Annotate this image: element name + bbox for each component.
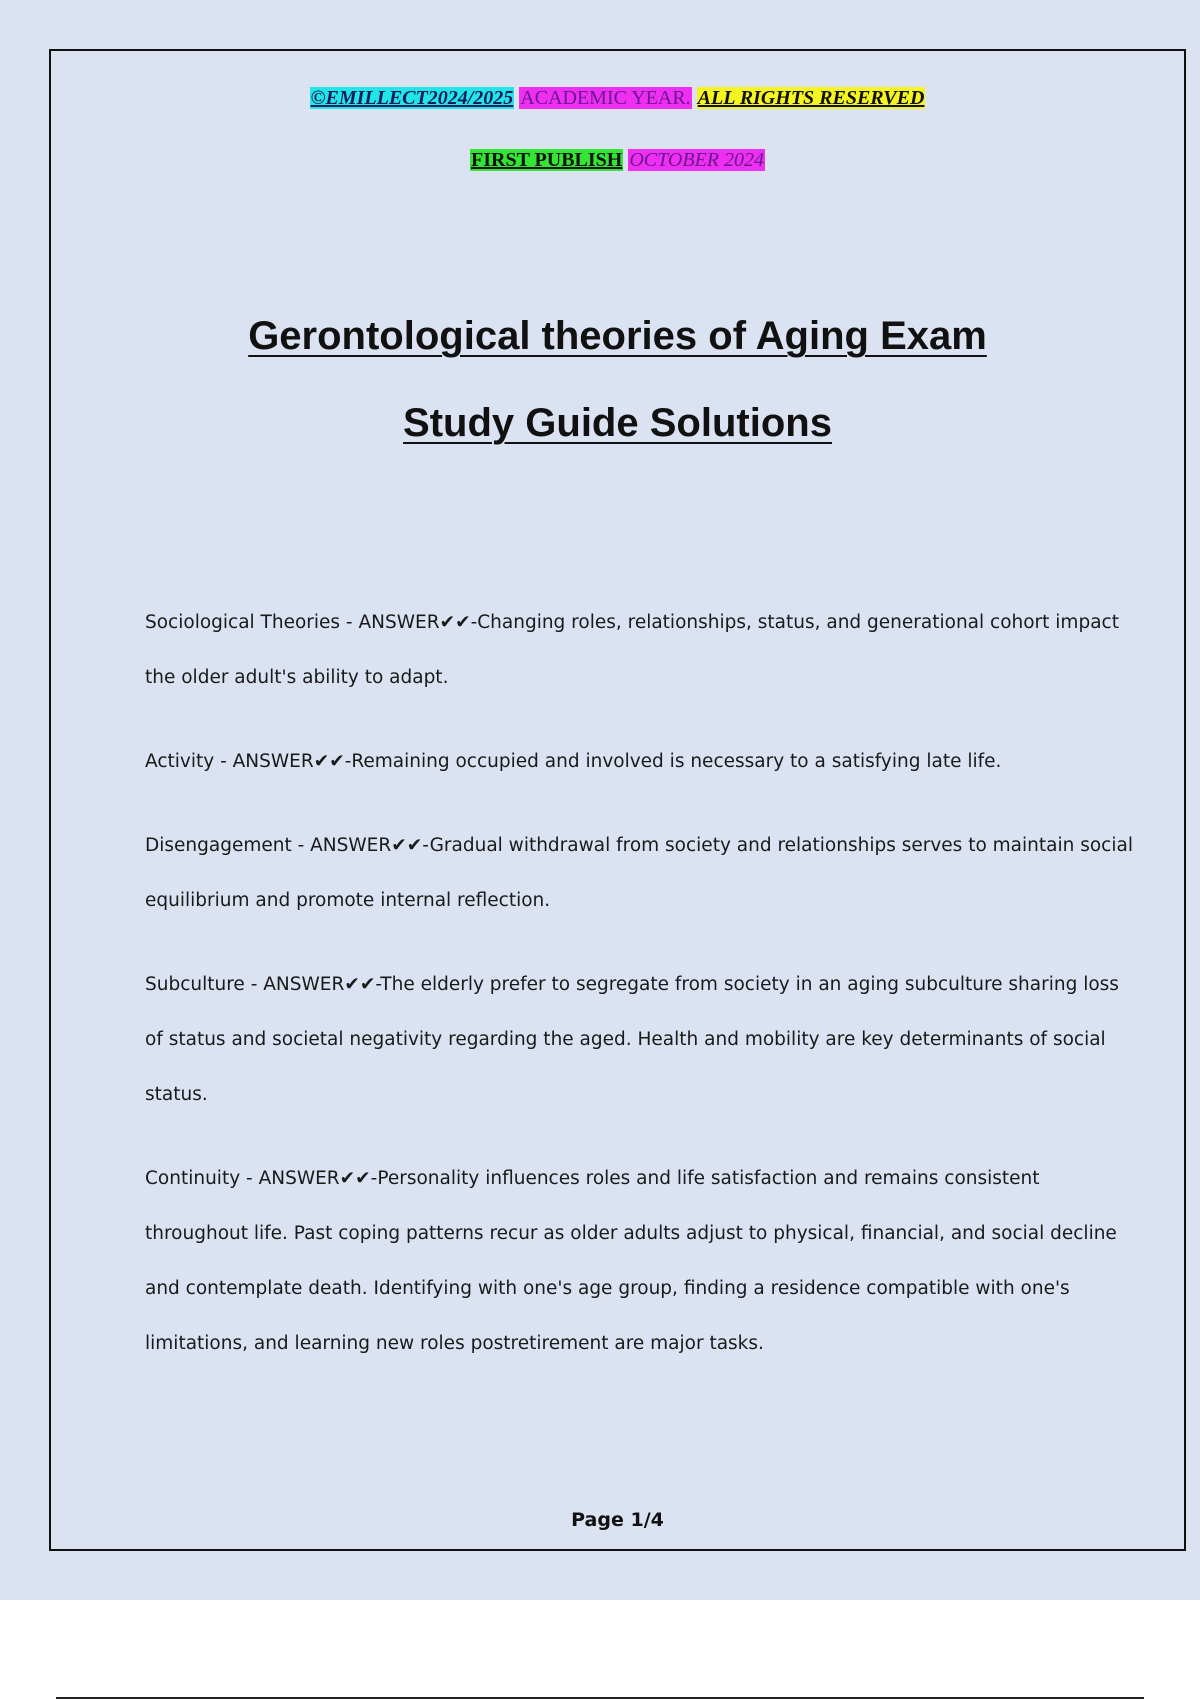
header-line-publish: [51, 147, 1184, 173]
header-line-copyright: [51, 85, 1184, 111]
list-item-sociological-theories: Sociological Theories - ANSWER✔✔-Changing roles, relationships, status, and generational cohort impact the older adult's ability to adapt.: [145, 612, 1119, 688]
document-title-line-2: Study Guide Solutions: [403, 401, 832, 445]
next-page-top-rule: [56, 1697, 1144, 1699]
page-number: Page 1/4: [571, 1509, 664, 1531]
list-item-disengagement: Disengagement - ANSWER✔✔-Gradual withdrawal from society and relationships serves to maintain social equilibrium and promote internal reflection.: [145, 835, 1133, 911]
list-item-continuity: Continuity - ANSWER✔✔-Personality influences roles and life satisfaction and remains consistent throughout life. Past coping patterns recur as older adults adjust to physical, financial, and social decline and contemplate death. Identifying with one's age group, finding a residence compatible with one's limitations, and learning new roles postretirement are major tasks.: [145, 1168, 1117, 1354]
first-publish-highlight: FIRST PUBLISH: [471, 149, 623, 171]
academic-year-highlight: ACADEMIC YEAR.: [520, 87, 691, 109]
list-item-activity: Activity - ANSWER✔✔-Remaining occupied and involved is necessary to a satisfying late life.: [145, 751, 1002, 772]
rights-reserved-highlight: ALL RIGHTS RESERVED: [697, 87, 925, 109]
list-item-subculture: Subculture - ANSWER✔✔-The elderly prefer to segregate from society in an aging subculture sharing loss of status and societal negativity regarding the aged. Health and mobility are key determinants of social status.: [145, 974, 1119, 1105]
answer-list: [145, 595, 1135, 1400]
publish-date-highlight: OCTOBER 2024: [629, 149, 764, 171]
page-border: [49, 49, 1186, 1551]
copyright-highlight: ©EMILLECT2024/2025: [310, 87, 514, 109]
document-title-line-1: Gerontological theories of Aging Exam: [248, 314, 987, 358]
